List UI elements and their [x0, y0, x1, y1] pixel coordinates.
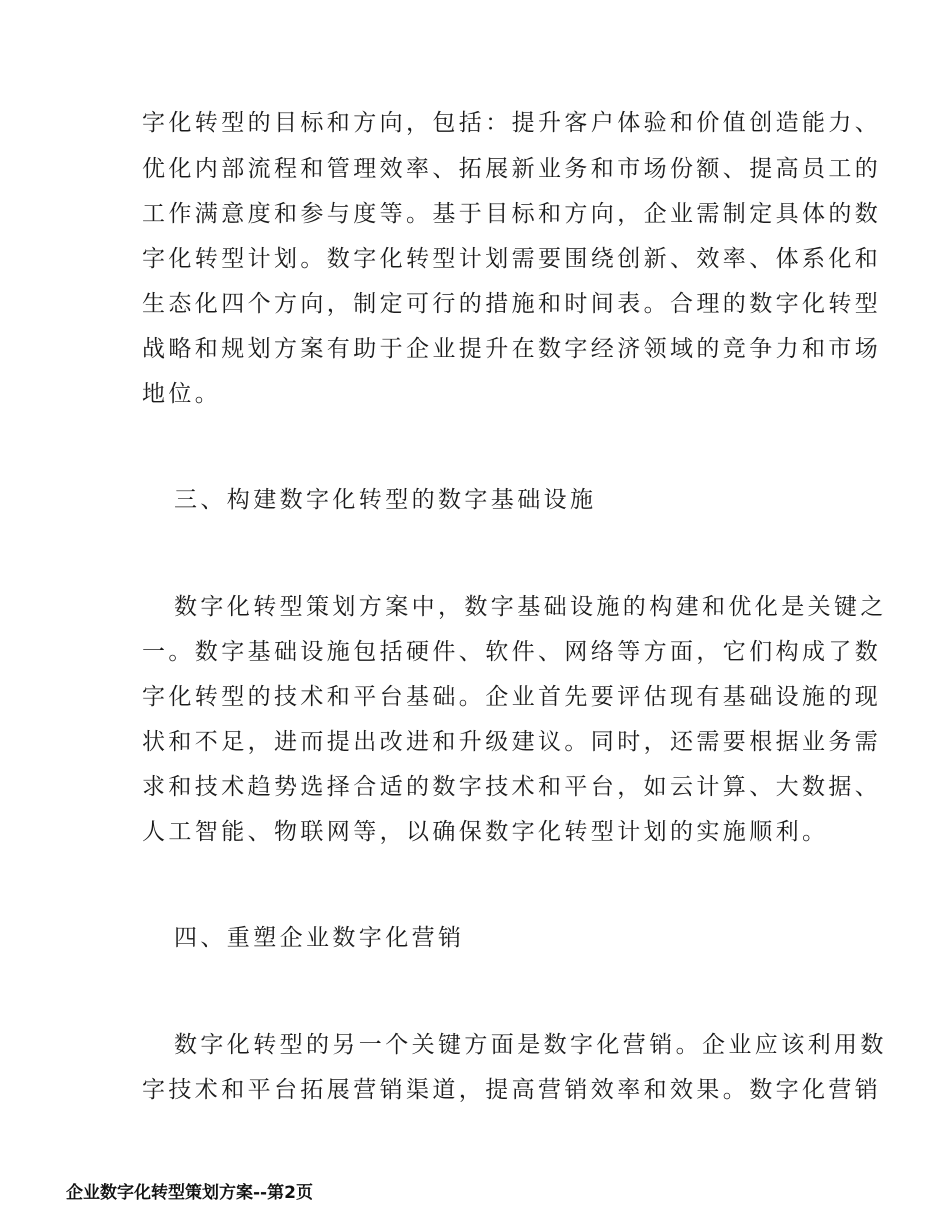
page-footer: 企业数字化转型策划方案--第2页: [66, 1183, 313, 1203]
section-heading: 三、构建数字化转型的数字基础设施: [174, 487, 597, 513]
paragraph-line: 工作满意度和参与度等。基于目标和方向，企业需制定具体的数: [142, 201, 882, 227]
paragraph-line: 数字化转型的另一个关键方面是数字化营销。企业应该利用数: [174, 1032, 887, 1058]
paragraph-line: 地位。: [142, 381, 222, 407]
paragraph-line: 字化转型的目标和方向，包括：提升客户体验和价值创造能力、: [142, 110, 882, 136]
paragraph-line: 战略和规划方案有助于企业提升在数字经济领域的竞争力和市场: [142, 336, 882, 362]
paragraph-line: 求和技术趋势选择合适的数字技术和平台，如云计算、大数据、: [142, 774, 882, 800]
paragraph-line: 数字化转型策划方案中，数字基础设施的构建和优化是关键之: [174, 594, 887, 620]
paragraph-line: 字技术和平台拓展营销渠道，提高营销效率和效果。数字化营销: [142, 1077, 882, 1103]
section-heading: 四、重塑企业数字化营销: [174, 925, 465, 951]
paragraph-line: 人工智能、物联网等，以确保数字化转型计划的实施顺利。: [142, 819, 829, 845]
paragraph-line: 状和不足，进而提出改进和升级建议。同时，还需要根据业务需: [142, 729, 882, 755]
paragraph-line: 优化内部流程和管理效率、拓展新业务和市场份额、提高员工的: [142, 156, 882, 182]
paragraph-line: 生态化四个方向，制定可行的措施和时间表。合理的数字化转型: [142, 291, 882, 317]
paragraph-line: 字化转型计划。数字化转型计划需要围绕创新、效率、体系化和: [142, 246, 882, 272]
paragraph-line: 一。数字基础设施包括硬件、软件、网络等方面，它们构成了数: [142, 639, 882, 665]
paragraph-line: 字化转型的技术和平台基础。企业首先要评估现有基础设施的现: [142, 684, 882, 710]
